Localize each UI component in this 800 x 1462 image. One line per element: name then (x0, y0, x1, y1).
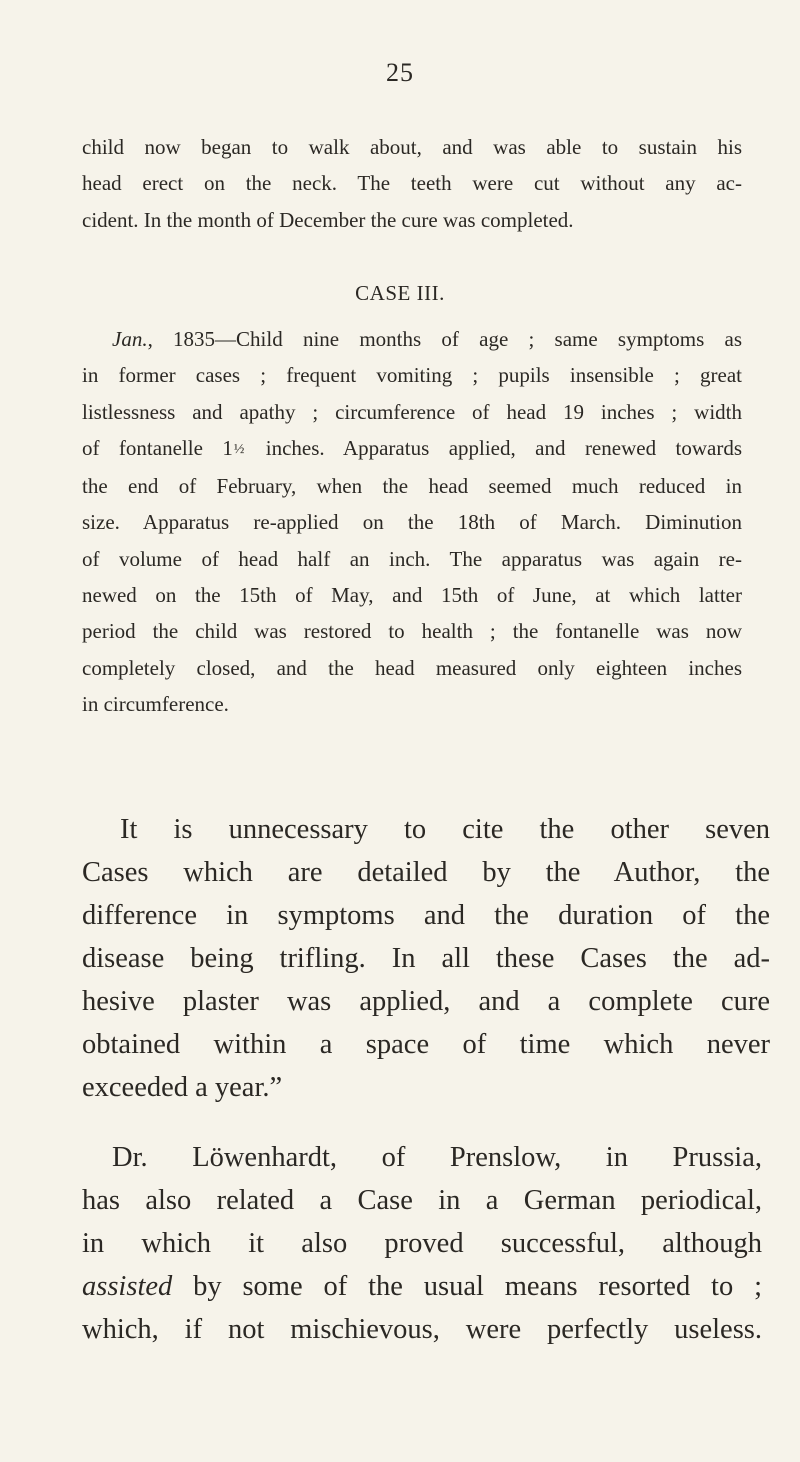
text-line: head erect on the neck. The teeth were cut without any ac- (82, 171, 742, 196)
text-line: which, if not mischievous, were perfectly useless. (82, 1314, 762, 1345)
text-line: It is unnecessary to cite the other seven (120, 814, 770, 845)
text-line: the end of February, when the head seemed much reduced in (82, 474, 742, 499)
text-line: in which it also proved successful, although (82, 1228, 762, 1259)
date-italic: Jan. (112, 327, 148, 351)
text-line: cident. In the month of December the cure was completed. (82, 207, 574, 232)
fraction: ½ (233, 441, 245, 457)
text-line: size. Apparatus re-applied on the 18th of March. Diminution (82, 510, 742, 535)
text-line: Cases which are detailed by the Author, the (82, 857, 770, 888)
text-line: exceeded a year.” (82, 1072, 283, 1103)
text-fragment: by some of the usual means resorted to ; (172, 1271, 762, 1302)
text-line: Dr. Löwenhardt, of Prenslow, in Prussia, (112, 1142, 762, 1173)
text-line: newed on the 15th of May, and 15th of June, at which latter (82, 583, 742, 608)
page-number: 25 (386, 58, 414, 87)
text-line (82, 321, 742, 357)
case-heading: CASE III. (355, 281, 445, 305)
text-line: in former cases ; frequent vomiting ; pupils insensible ; great (82, 363, 742, 388)
text-fragment: , 1835—Child nine months of age ; same symptoms as (147, 327, 742, 351)
text-line: completely closed, and the head measured only eighteen inches (82, 655, 742, 680)
lowenhardt-paragraph (82, 1136, 762, 1351)
text-line: difference in symptoms and the duration of the (82, 900, 770, 931)
continuation-paragraph (82, 129, 742, 238)
italic-word: assisted (82, 1271, 173, 1302)
text-line: has also related a Case in a German periodical, (82, 1185, 762, 1216)
text-line: obtained within a space of time which never (82, 1029, 770, 1060)
text-fragment: inches. Apparatus applied, and renewed towards (246, 435, 742, 460)
text-line: hesive plaster was applied, and a complete cure (82, 986, 770, 1017)
text-line (82, 430, 742, 468)
text-line: listlessness and apathy ; circumference of head 19 inches ; width (82, 399, 742, 424)
text-fragment: of fontanelle 1 (82, 435, 233, 460)
text-line: of volume of head half an inch. The apparatus was again re- (82, 546, 742, 571)
text-line: child now began to walk about, and was able to sustain his (82, 135, 742, 159)
text-line: disease being trifling. In all these Cases the ad- (82, 943, 770, 974)
quoted-paragraph (82, 808, 770, 1109)
text-line (82, 1265, 762, 1308)
text-line: period the child was restored to health ; the fontanelle was now (82, 619, 742, 644)
case-three-paragraph (82, 321, 742, 722)
text-line: in circumference. (82, 691, 229, 716)
